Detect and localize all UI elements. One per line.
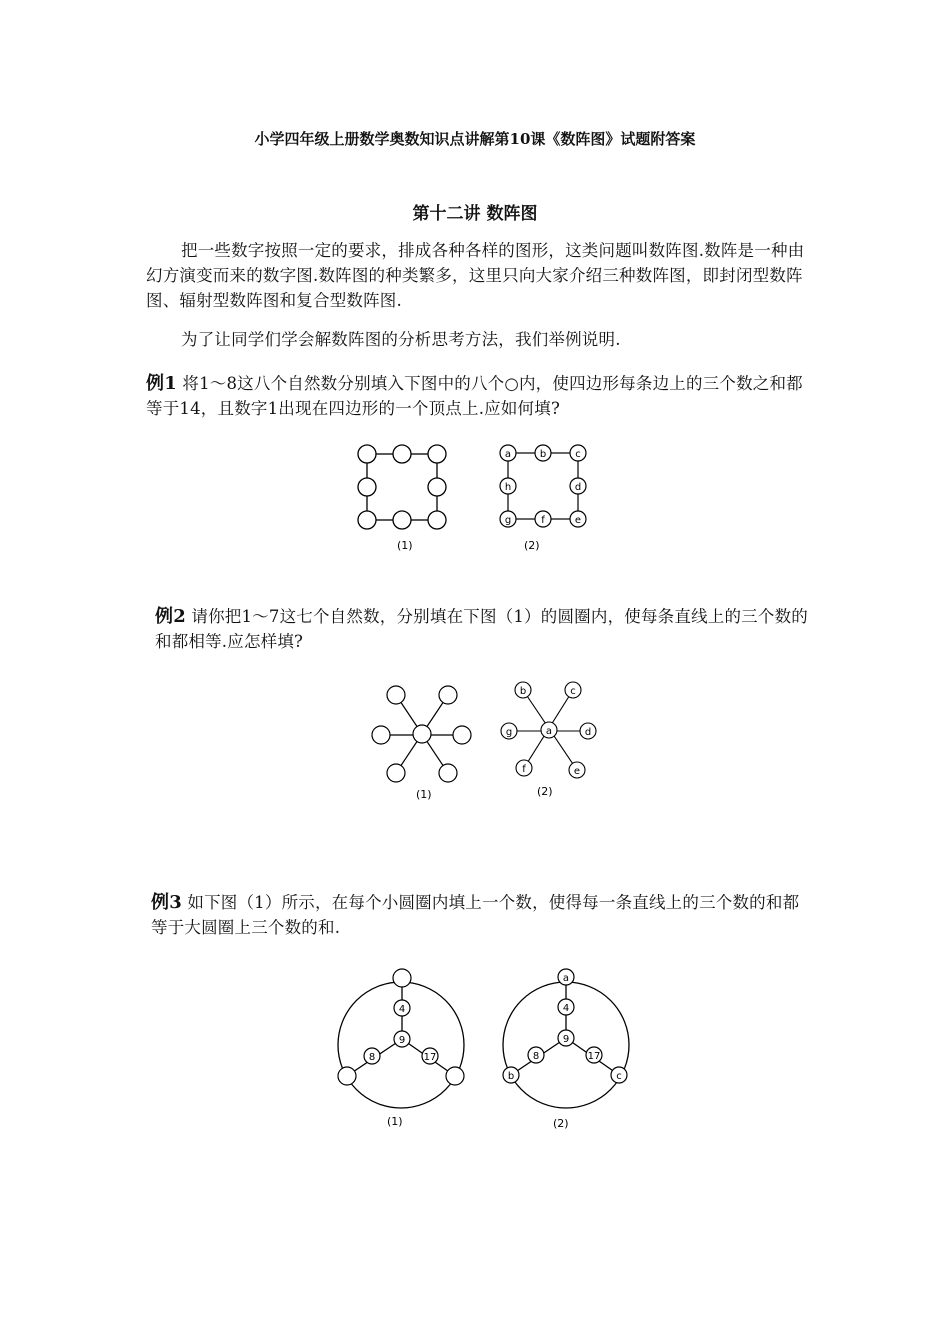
- example-3-body: 如下图（1）所示，在每个小圆圈内填上一个数，使得每一条直线上的三个数的和都等于大圆圈上三个数的和.: [151, 893, 800, 937]
- example-1-caption-2: (2): [524, 539, 540, 552]
- node-circle: [358, 445, 376, 463]
- node-label-e: e: [573, 766, 581, 777]
- node-circle: [387, 764, 405, 782]
- node-label-b: b: [507, 1071, 515, 1082]
- intro-paragraph: 把一些数字按照一定的要求，排成各种各样的图形，这类问题叫数阵图.数阵是一种由幻方演变而来的数字图.数阵图的种类繁多，这里只向大家介绍三种数阵图，即封闭型数阵图、辐射型数阵图和复合型数阵图.: [146, 241, 805, 310]
- example-3-caption-2: (2): [553, 1117, 569, 1130]
- node-circle: [446, 1067, 464, 1085]
- node-circle: [439, 686, 457, 704]
- given-number-4: 4: [398, 1004, 406, 1015]
- node-circle: [428, 511, 446, 529]
- intro-paragraph-2: 为了让同学们学会解数阵图的分析思考方法，我们举例说明.: [181, 330, 621, 349]
- node-label-a: a: [504, 449, 512, 460]
- node-circle: [453, 726, 471, 744]
- section-title: 第十二讲 数阵图: [412, 204, 538, 224]
- node-circle: [393, 511, 411, 529]
- node-circle: [387, 686, 405, 704]
- node-circle: [358, 478, 376, 496]
- example-1-figure-1: [358, 445, 446, 529]
- node-circle: [372, 726, 390, 744]
- example-3-label: 例3: [151, 892, 182, 913]
- node-circle: [358, 511, 376, 529]
- given-number-9: 9: [562, 1034, 570, 1045]
- node-label-a: a: [545, 726, 553, 737]
- given-number-8: 8: [368, 1052, 376, 1063]
- example-2-body: 请你把1～7这七个自然数，分别填在下图（1）的圆圈内，使每条直线上的三个数的和都相等.应怎样填?: [155, 607, 808, 651]
- node-label-e: e: [574, 515, 582, 526]
- node-label-d: d: [584, 727, 592, 738]
- document-title: 小学四年级上册数学奥数知识点讲解第10课《数阵图》试题附答案: [254, 130, 696, 148]
- node-circle: [393, 445, 411, 463]
- example-1-label: 例1: [146, 373, 177, 394]
- given-number-9: 9: [398, 1035, 406, 1046]
- node-label-a: a: [562, 973, 570, 984]
- example-2-text: [155, 604, 815, 654]
- example-1-body: 将1～8这八个自然数分别填入下图中的八个○内，使四边形每条边上的三个数之和都等于14，且数字1出现在四边形的一个顶点上.应如何填?: [146, 374, 803, 418]
- example-2-label: 例2: [155, 606, 186, 627]
- node-label-f: f: [522, 764, 526, 775]
- example-1-caption-1: (1): [397, 539, 413, 552]
- node-label-h: h: [504, 482, 512, 493]
- example-2-caption-1: (1): [416, 788, 432, 801]
- node-circle: [338, 1067, 356, 1085]
- node-label-c: c: [575, 449, 581, 460]
- node-label-g: g: [504, 515, 512, 526]
- given-number-4: 4: [562, 1003, 570, 1014]
- node-label-c: c: [616, 1071, 622, 1082]
- example-2-caption-2: (2): [537, 785, 553, 798]
- node-label-d: d: [574, 482, 582, 493]
- given-number-17: 17: [423, 1052, 437, 1063]
- node-label-f: f: [541, 515, 545, 526]
- example-3-text: [151, 890, 811, 940]
- given-number-8: 8: [532, 1051, 540, 1062]
- node-circle: [439, 764, 457, 782]
- square-outline: [367, 454, 437, 520]
- square-outline: [508, 453, 578, 519]
- node-label-b: b: [539, 449, 547, 460]
- center-node-circle: [413, 725, 431, 743]
- example-3-caption-1: (1): [387, 1115, 403, 1128]
- node-circle: [428, 478, 446, 496]
- node-label-b: b: [519, 686, 527, 697]
- node-label-c: c: [570, 686, 576, 697]
- node-circle: [393, 969, 411, 987]
- node-circle: [428, 445, 446, 463]
- node-label-g: g: [505, 727, 513, 738]
- given-number-17: 17: [587, 1051, 601, 1062]
